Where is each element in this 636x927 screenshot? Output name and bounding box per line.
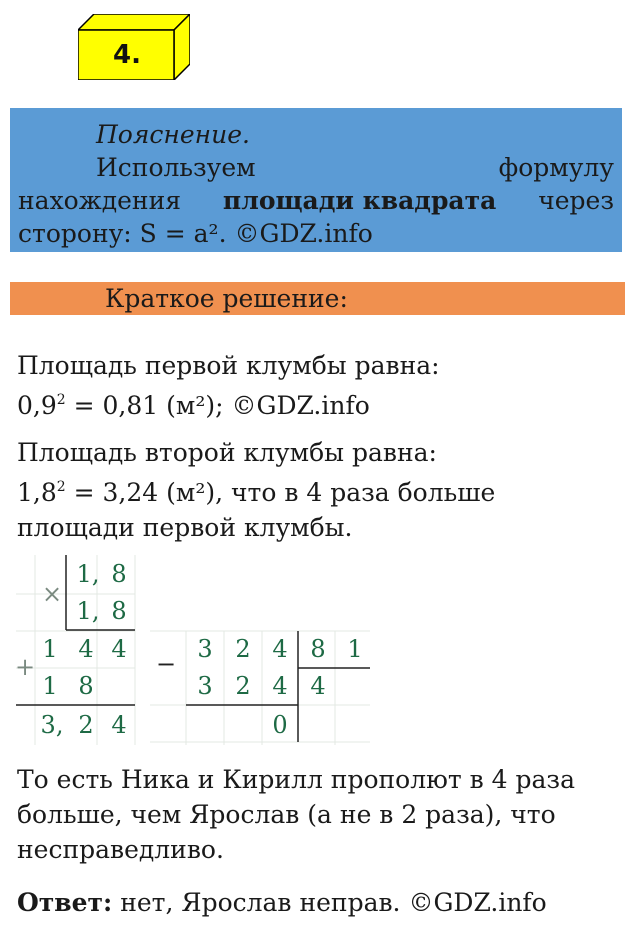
explanation-bold-term: площади квадрата bbox=[222, 186, 497, 215]
plus-sign: + bbox=[14, 653, 36, 681]
partial-product-digit: 1 bbox=[42, 672, 58, 700]
product-digit: 2 bbox=[78, 711, 94, 739]
multiplier-digit: 1, bbox=[76, 597, 100, 625]
conclusion-line: больше, чем Ярослав (а не в 2 раза), что bbox=[17, 800, 556, 829]
multiplicand-digit: 1, bbox=[76, 560, 100, 588]
product-digit: 4 bbox=[111, 711, 127, 739]
explanation-word: формулу bbox=[498, 153, 614, 182]
explanation-block bbox=[10, 108, 622, 252]
subtrahend-digit: 3 bbox=[197, 672, 213, 700]
explanation-word: Используем bbox=[96, 153, 256, 182]
subtrahend-digit: 4 bbox=[272, 672, 288, 700]
divisor-digit: 8 bbox=[310, 635, 326, 663]
solution-paragraph-2 bbox=[17, 435, 495, 545]
partial-product-digit: 8 bbox=[78, 672, 94, 700]
explanation-word: через bbox=[538, 186, 614, 215]
quotient-digit: 4 bbox=[310, 672, 326, 700]
solution-paragraph-1 bbox=[17, 348, 440, 423]
minus-sign: − bbox=[155, 650, 177, 678]
explanation-line bbox=[18, 184, 614, 217]
dividend-digit: 3 bbox=[197, 635, 213, 663]
conclusion-line: То есть Ника и Кирилл прополют в 4 раза bbox=[17, 765, 575, 794]
answer-line bbox=[17, 885, 547, 920]
explanation-line bbox=[18, 151, 614, 184]
answer-label: Ответ: bbox=[17, 888, 113, 917]
calculation-grid bbox=[0, 550, 636, 750]
brief-solution-heading: Краткое решение: bbox=[10, 282, 625, 315]
solution-formula: $1,8^2 = 3,24$ (м²), что в 4 раза больше bbox=[17, 478, 496, 507]
subtrahend-digit: 2 bbox=[235, 672, 251, 700]
explanation-word: нахождения bbox=[18, 186, 182, 215]
multiplicand-digit: 8 bbox=[111, 560, 127, 588]
multiplier-digit: 8 bbox=[111, 597, 127, 625]
solution-formula: $0,9^2 = 0,81$ (м²); ©GDZ.info bbox=[17, 391, 370, 420]
solution-line: площади первой клумбы. bbox=[17, 513, 353, 542]
explanation-title: Пояснение. bbox=[96, 120, 250, 149]
divisor-digit: 1 bbox=[347, 635, 363, 663]
conclusion-paragraph bbox=[17, 762, 575, 867]
partial-product-digit: 1 bbox=[42, 635, 58, 663]
dividend-digit: 4 bbox=[272, 635, 288, 663]
partial-product-digit: 4 bbox=[111, 635, 127, 663]
solution-line: Площадь первой клумбы равна: bbox=[17, 351, 440, 380]
task-number: 4. bbox=[113, 40, 141, 70]
partial-product-digit: 4 bbox=[78, 635, 94, 663]
product-digit: 3, bbox=[40, 711, 64, 739]
explanation-line: сторону: S = a². ©GDZ.info bbox=[18, 219, 373, 248]
multiply-sign: × bbox=[41, 580, 63, 608]
answer-text: нет, Ярослав неправ. ©GDZ.info bbox=[112, 888, 547, 917]
remainder-digit: 0 bbox=[272, 711, 288, 739]
dividend-digit: 2 bbox=[235, 635, 251, 663]
conclusion-line: несправедливо. bbox=[17, 835, 224, 864]
solution-line: Площадь второй клумбы равна: bbox=[17, 438, 437, 467]
